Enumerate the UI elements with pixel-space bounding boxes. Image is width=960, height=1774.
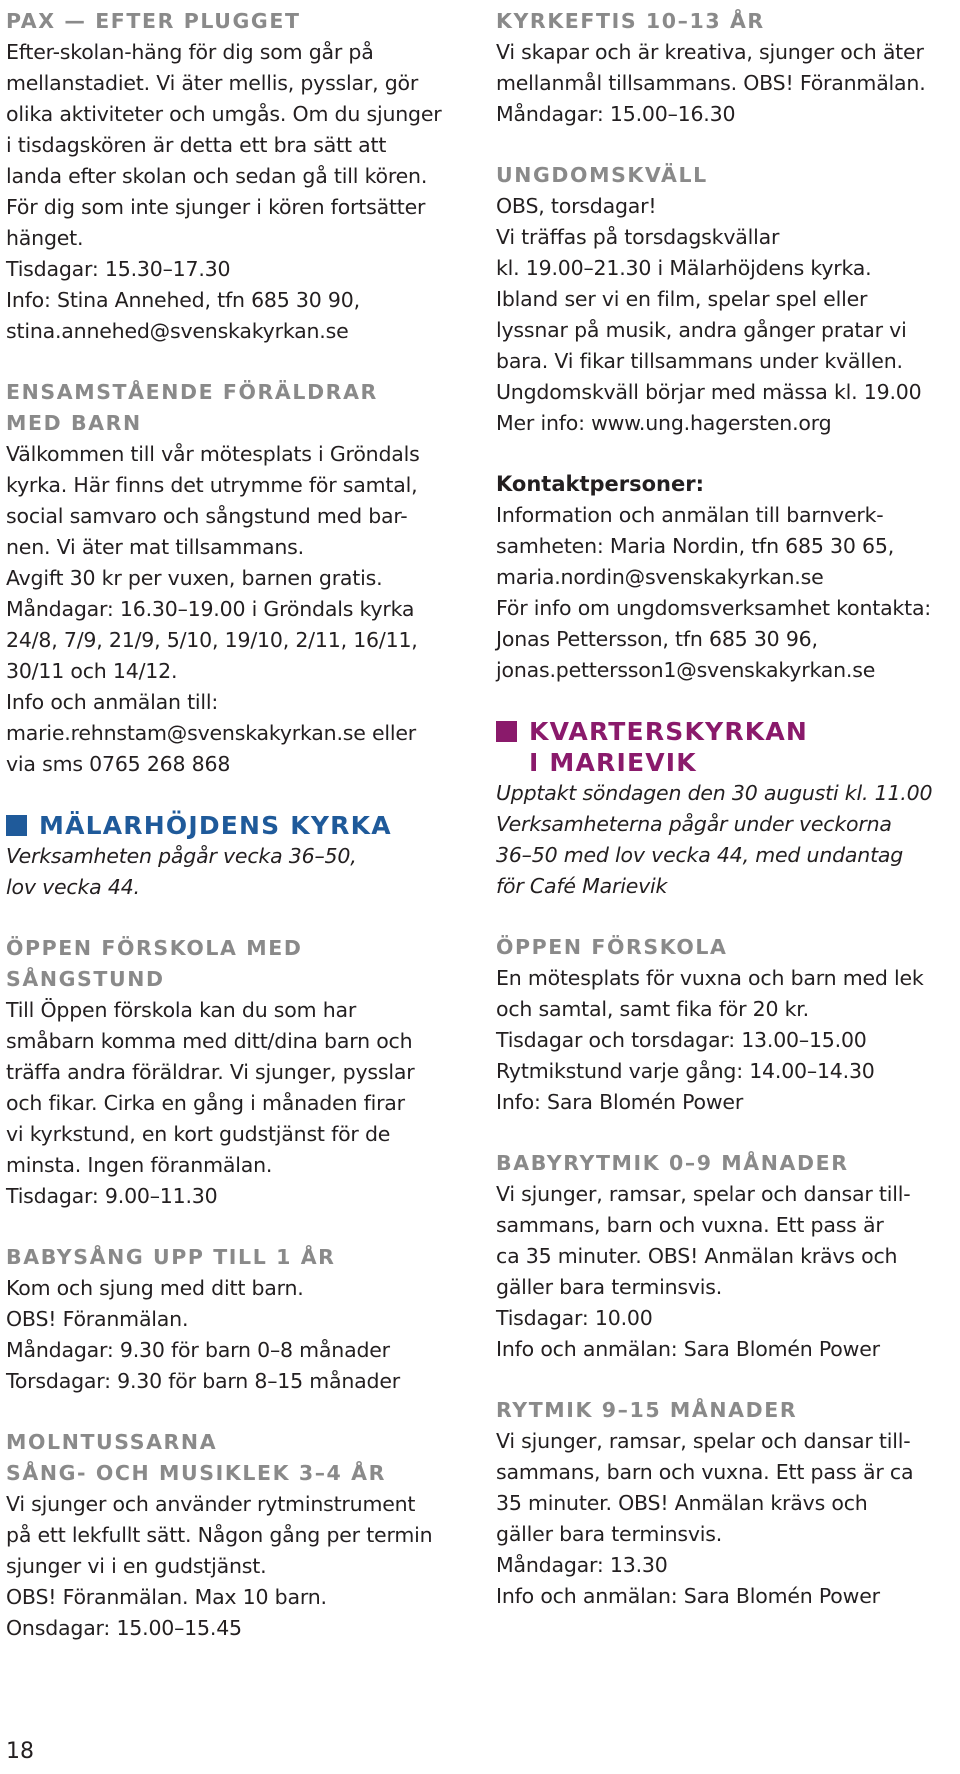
body-text-line: En mötesplats för vuxna och barn med lek xyxy=(496,966,924,990)
section-kyrkeftis-10-13-ar xyxy=(496,6,956,130)
body-text-line: För dig som inte sjunger i kören fortsätter xyxy=(6,195,426,219)
main-heading-line: MÄLARHÖJDENS KYRKA xyxy=(39,811,392,840)
body-text-line: Vi skapar och är kreativa, sjunger och äter xyxy=(496,40,924,64)
body-text-line: bara. Vi fikar tillsammans under kvällen. xyxy=(496,349,903,373)
body-text-line: minsta. Ingen föranmälan. xyxy=(6,1153,273,1177)
section-heading: SÅNG- OCH MUSIKLEK 3–4 ÅR xyxy=(6,1461,387,1485)
italic-note-line: Verksamheterna pågår under veckorna xyxy=(496,812,892,836)
italic-note-line: för Café Marievik xyxy=(496,874,668,898)
section-heading: MOLNTUSSARNA xyxy=(6,1430,218,1454)
body-text-line: Efter-skolan-häng för dig som går på xyxy=(6,40,374,64)
body-text-line: nen. Vi äter mat tillsammans. xyxy=(6,535,304,559)
body-text-line: stina.annehed@svenskakyrkan.se xyxy=(6,319,349,343)
body-text-line: småbarn komma med ditt/dina barn och xyxy=(6,1029,413,1053)
italic-note-line: Verksamheten pågår vecka 36–50, xyxy=(6,844,357,868)
body-text-line: Till Öppen förskola kan du som har xyxy=(6,998,357,1022)
body-text-line: Vi sjunger, ramsar, spelar och dansar till- xyxy=(496,1182,911,1206)
body-text-line: hänget. xyxy=(6,226,84,250)
body-text-line: Tisdagar: 9.00–11.30 xyxy=(6,1184,218,1208)
body-text-line: Info och anmälan: Sara Blomén Power xyxy=(496,1337,880,1361)
body-text-line: kl. 19.00–21.30 i Mälarhöjdens kyrka. xyxy=(496,256,872,280)
section-kvarterskyrkan xyxy=(496,716,956,902)
body-text-line: och samtal, samt fika för 20 kr. xyxy=(496,997,809,1021)
section-rytmik-9-15-manader xyxy=(496,1395,956,1612)
body-text-line: i tisdagskören är detta ett bra sätt att xyxy=(6,133,387,157)
body-text-line: Vi träffas på torsdagskvällar xyxy=(496,225,780,249)
body-text-line: OBS, torsdagar! xyxy=(496,194,657,218)
contact-label: Kontaktpersoner: xyxy=(496,472,705,496)
body-text-line: Information och anmälan till barnverk- xyxy=(496,503,884,527)
section-molntussarna xyxy=(6,1427,476,1644)
body-text-line: 30/11 och 14/12. xyxy=(6,659,178,683)
body-text-line: Mer info: www.ung.hagersten.org xyxy=(496,411,832,435)
body-text-line: Välkommen till vår mötesplats i Gröndals xyxy=(6,442,420,466)
body-text-line: olika aktiviteter och umgås. Om du sjunger xyxy=(6,102,442,126)
section-oppen-forskola xyxy=(496,932,956,1118)
body-text-line: vi kyrkstund, en kort gudstjänst för de xyxy=(6,1122,391,1146)
body-text-line: OBS! Föranmälan. xyxy=(6,1307,189,1331)
italic-note-line: Upptakt söndagen den 30 augusti kl. 11.00 xyxy=(496,781,933,805)
right-column xyxy=(496,6,956,1642)
section-heading: KYRKEFTIS 10–13 ÅR xyxy=(496,9,765,33)
body-text-line: sammans, barn och vuxna. Ett pass är ca xyxy=(496,1460,914,1484)
section-ungdomskvall xyxy=(496,160,956,439)
body-text-line: OBS! Föranmälan. Max 10 barn. xyxy=(6,1585,327,1609)
body-text-line: marie.rehnstam@svenskakyrkan.se eller xyxy=(6,721,417,745)
body-text-line: 24/8, 7/9, 21/9, 5/10, 19/10, 2/11, 16/11, xyxy=(6,628,418,652)
body-text-line: För info om ungdomsverksamhet kontakta: xyxy=(496,596,932,620)
section-pax-efter-plugget xyxy=(6,6,476,347)
body-text-line: sammans, barn och vuxna. Ett pass är xyxy=(496,1213,884,1237)
body-text-line: 35 minuter. OBS! Anmälan krävs och xyxy=(496,1491,868,1515)
main-heading xyxy=(496,716,956,778)
body-text-line: Ungdomskväll börjar med mässa kl. 19.00 xyxy=(496,380,922,404)
body-text-line: Vi sjunger, ramsar, spelar och dansar till- xyxy=(496,1429,911,1453)
section-heading: MED BARN xyxy=(6,411,142,435)
body-text-line: och fikar. Cirka en gång i månaden firar xyxy=(6,1091,405,1115)
body-text-line: via sms 0765 268 868 xyxy=(6,752,231,776)
body-text-line: träffa andra föräldrar. Vi sjunger, pysslar xyxy=(6,1060,415,1084)
section-heading: UNGDOMSKVÄLL xyxy=(496,163,708,187)
body-text-line: Info och anmälan till: xyxy=(6,690,219,714)
body-text-line: Rytmikstund varje gång: 14.00–14.30 xyxy=(496,1059,875,1083)
section-kontaktpersoner xyxy=(496,469,956,686)
section-malarhojdens-kyrka xyxy=(6,810,476,903)
body-text-line: mellanstadiet. Vi äter mellis, pysslar, gör xyxy=(6,71,419,95)
square-bullet-icon xyxy=(496,721,517,742)
section-heading: ENSAMSTÅENDE FÖRÄLDRAR xyxy=(6,380,378,404)
body-text-line: jonas.pettersson1@svenskakyrkan.se xyxy=(496,658,876,682)
body-text-line: Kom och sjung med ditt barn. xyxy=(6,1276,304,1300)
body-text-line: lyssnar på musik, andra gånger pratar vi xyxy=(496,318,907,342)
main-heading-line: I MARIEVIK xyxy=(529,748,697,777)
body-text-line: Ibland ser vi en film, spelar spel eller xyxy=(496,287,868,311)
body-text-line: Info: Stina Annehed, tfn 685 30 90, xyxy=(6,288,360,312)
section-heading: ÖPPEN FÖRSKOLA xyxy=(496,935,728,959)
body-text-line: mellanmål tillsammans. OBS! Föranmälan. xyxy=(496,71,926,95)
body-text-line: Måndagar: 9.30 för barn 0–8 månader xyxy=(6,1338,390,1362)
section-oppen-forskola-med xyxy=(6,933,476,1212)
section-heading: ÖPPEN FÖRSKOLA MED xyxy=(6,936,303,960)
body-text-line: Måndagar: 16.30–19.00 i Gröndals kyrka xyxy=(6,597,415,621)
left-column xyxy=(6,6,476,1674)
section-ensamstaende-foraldrar xyxy=(6,377,476,780)
main-heading xyxy=(6,810,476,841)
body-text-line: Info: Sara Blomén Power xyxy=(496,1090,744,1114)
section-heading: RYTMIK 9–15 MÅNADER xyxy=(496,1398,798,1422)
body-text-line: social samvaro och sångstund med bar- xyxy=(6,504,408,528)
body-text-line: Måndagar: 15.00–16.30 xyxy=(496,102,736,126)
body-text-line: gäller bara terminsvis. xyxy=(496,1275,723,1299)
body-text-line: maria.nordin@svenskakyrkan.se xyxy=(496,565,824,589)
body-text-line: Torsdagar: 9.30 för barn 8–15 månader xyxy=(6,1369,400,1393)
body-text-line: Avgift 30 kr per vuxen, barnen gratis. xyxy=(6,566,383,590)
body-text-line: Onsdagar: 15.00–15.45 xyxy=(6,1616,242,1640)
italic-note-line: 36–50 med lov vecka 44, med undantag xyxy=(496,843,904,867)
page-number: 18 xyxy=(6,1739,34,1764)
body-text-line: Tisdagar: 15.30–17.30 xyxy=(6,257,231,281)
body-text-line: Tisdagar och torsdagar: 13.00–15.00 xyxy=(496,1028,867,1052)
main-heading-line: KVARTERSKYRKAN xyxy=(529,717,809,746)
body-text-line: ca 35 minuter. OBS! Anmälan krävs och xyxy=(496,1244,898,1268)
body-text-line: samheten: Maria Nordin, tfn 685 30 65, xyxy=(496,534,895,558)
body-text-line: sjunger vi i en gudstjänst. xyxy=(6,1554,267,1578)
body-text-line: Info och anmälan: Sara Blomén Power xyxy=(496,1584,880,1608)
body-text-line: på ett lekfullt sätt. Någon gång per termin xyxy=(6,1523,433,1547)
italic-note-line: lov vecka 44. xyxy=(6,875,140,899)
section-heading: BABYSÅNG UPP TILL 1 ÅR xyxy=(6,1245,336,1269)
body-text-line: kyrka. Här finns det utrymme för samtal, xyxy=(6,473,418,497)
body-text-line: gäller bara terminsvis. xyxy=(496,1522,723,1546)
section-babyrytmik-0-9-manader xyxy=(496,1148,956,1365)
section-heading: PAX — EFTER PLUGGET xyxy=(6,9,301,33)
section-babysang-upp-till-1-ar xyxy=(6,1242,476,1397)
body-text-line: Tisdagar: 10.00 xyxy=(496,1306,653,1330)
section-heading: SÅNGSTUND xyxy=(6,967,165,991)
body-text-line: Måndagar: 13.30 xyxy=(496,1553,668,1577)
body-text-line: Vi sjunger och använder rytminstrument xyxy=(6,1492,416,1516)
section-heading: BABYRYTMIK 0–9 MÅNADER xyxy=(496,1151,849,1175)
body-text-line: landa efter skolan och sedan gå till kören. xyxy=(6,164,428,188)
body-text-line: Jonas Pettersson, tfn 685 30 96, xyxy=(496,627,818,651)
square-bullet-icon xyxy=(6,815,27,836)
